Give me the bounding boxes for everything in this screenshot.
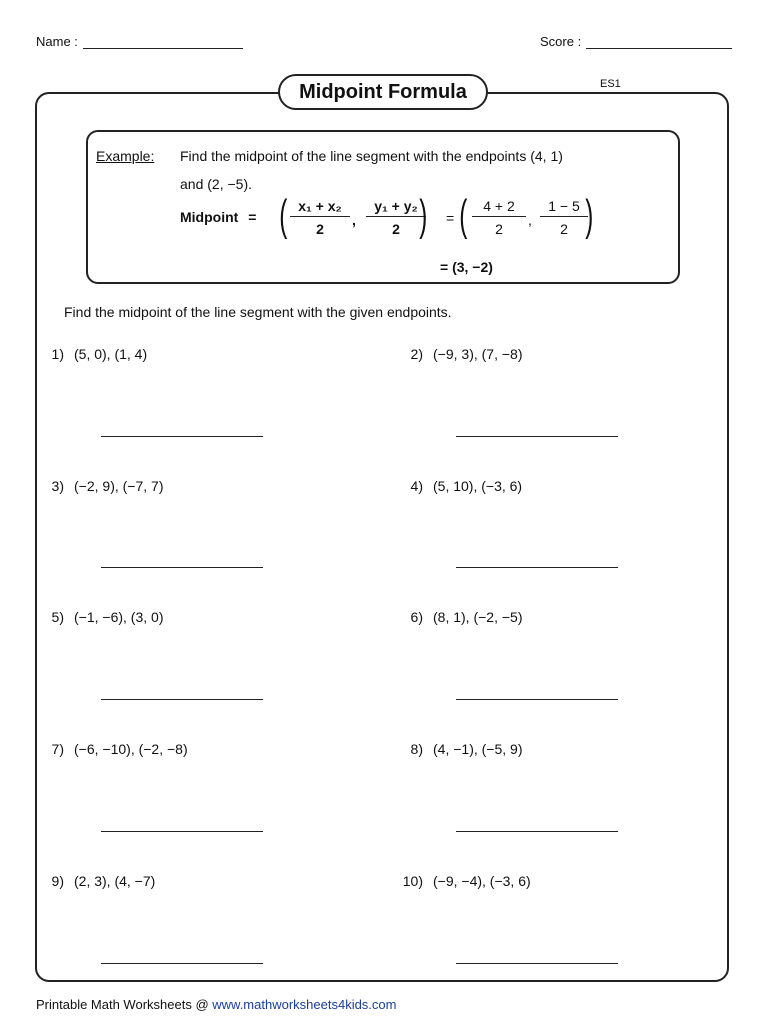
example-text-line2: and (2, −5). bbox=[180, 176, 252, 192]
midpoint-eq: = bbox=[248, 209, 257, 225]
sub-comma: , bbox=[528, 212, 532, 228]
problem-number: 7) bbox=[51, 741, 64, 757]
sub-x-denominator: 2 bbox=[495, 221, 503, 237]
example-label: Example: bbox=[96, 148, 155, 164]
problem-number: 6) bbox=[410, 609, 423, 625]
problem-3 bbox=[34, 478, 163, 494]
page-title: Midpoint Formula bbox=[278, 74, 488, 110]
formula-y-fraction bbox=[366, 198, 426, 237]
problem-number: 10) bbox=[402, 873, 423, 889]
problem-points: (8, 1), (−2, −5) bbox=[433, 609, 523, 625]
midpoint-word: Midpoint bbox=[180, 209, 239, 225]
problem-number: 3) bbox=[51, 478, 64, 494]
answer-line-2[interactable] bbox=[456, 436, 618, 437]
problem-number: 4) bbox=[410, 478, 423, 494]
formula-close-paren: ) bbox=[419, 191, 428, 240]
formula-open-paren: ( bbox=[279, 191, 288, 240]
sub-y-numerator: 1 − 5 bbox=[540, 198, 588, 217]
answer-line-8[interactable] bbox=[456, 831, 618, 832]
problem-points: (−6, −10), (−2, −8) bbox=[74, 741, 188, 757]
answer-line-4[interactable] bbox=[456, 567, 618, 568]
problem-6 bbox=[393, 609, 522, 625]
answer-line-10[interactable] bbox=[456, 963, 618, 964]
answer-line-6[interactable] bbox=[456, 699, 618, 700]
problem-7 bbox=[34, 741, 188, 757]
answer-line-3[interactable] bbox=[101, 567, 263, 568]
problem-number: 2) bbox=[410, 346, 423, 362]
example-result: = (3, −2) bbox=[440, 259, 493, 275]
formula-y-denominator: 2 bbox=[392, 221, 400, 237]
name-field[interactable] bbox=[36, 34, 243, 49]
example-text-line1: Find the midpoint of the line segment with the endpoints (4, 1) bbox=[180, 148, 563, 164]
problem-8 bbox=[393, 741, 522, 757]
formula-comma: , bbox=[352, 212, 356, 228]
answer-line-7[interactable] bbox=[101, 831, 263, 832]
problem-number: 8) bbox=[410, 741, 423, 757]
score-label: Score : bbox=[540, 34, 582, 49]
footer-text: Printable Math Worksheets @ bbox=[36, 997, 213, 1012]
sub-y-fraction bbox=[540, 198, 588, 237]
footer bbox=[36, 997, 396, 1012]
formula-x-numerator: x₁ + x₂ bbox=[290, 198, 350, 217]
problem-points: (−2, 9), (−7, 7) bbox=[74, 478, 164, 494]
answer-line-9[interactable] bbox=[101, 963, 263, 964]
name-label: Name : bbox=[36, 34, 78, 49]
problem-1 bbox=[34, 346, 147, 362]
problem-number: 5) bbox=[51, 609, 64, 625]
problem-5 bbox=[34, 609, 163, 625]
problem-points: (5, 10), (−3, 6) bbox=[433, 478, 523, 494]
score-field[interactable] bbox=[540, 34, 732, 49]
sub-y-denominator: 2 bbox=[560, 221, 568, 237]
problem-points: (−9, 3), (7, −8) bbox=[433, 346, 523, 362]
midpoint-label bbox=[180, 209, 256, 225]
formula-x-fraction bbox=[290, 198, 350, 237]
answer-line-1[interactable] bbox=[101, 436, 263, 437]
problem-2 bbox=[393, 346, 522, 362]
problem-points: (−1, −6), (3, 0) bbox=[74, 609, 164, 625]
problem-points: (4, −1), (−5, 9) bbox=[433, 741, 523, 757]
name-input-line[interactable] bbox=[83, 34, 243, 49]
problem-number: 9) bbox=[51, 873, 64, 889]
problem-9 bbox=[34, 873, 155, 889]
footer-link[interactable]: www.mathworksheets4kids.com bbox=[212, 997, 397, 1012]
sub-close-paren: ) bbox=[585, 191, 594, 240]
problem-points: (5, 0), (1, 4) bbox=[74, 346, 148, 362]
formula-y-numerator: y₁ + y₂ bbox=[366, 198, 426, 217]
problem-number: 1) bbox=[51, 346, 64, 362]
sub-x-fraction bbox=[472, 198, 526, 237]
problem-points: (2, 3), (4, −7) bbox=[74, 873, 156, 889]
problem-4 bbox=[393, 478, 522, 494]
worksheet-code: ES1 bbox=[600, 78, 621, 90]
formula-x-denominator: 2 bbox=[316, 221, 324, 237]
problem-10 bbox=[393, 873, 531, 889]
problem-points: (−9, −4), (−3, 6) bbox=[433, 873, 531, 889]
sub-x-numerator: 4 + 2 bbox=[472, 198, 526, 217]
substitution-eq: = bbox=[446, 210, 455, 226]
score-input-line[interactable] bbox=[586, 34, 732, 49]
answer-line-5[interactable] bbox=[101, 699, 263, 700]
instructions: Find the midpoint of the line segment with the given endpoints. bbox=[64, 304, 452, 320]
sub-open-paren: ( bbox=[459, 191, 468, 240]
